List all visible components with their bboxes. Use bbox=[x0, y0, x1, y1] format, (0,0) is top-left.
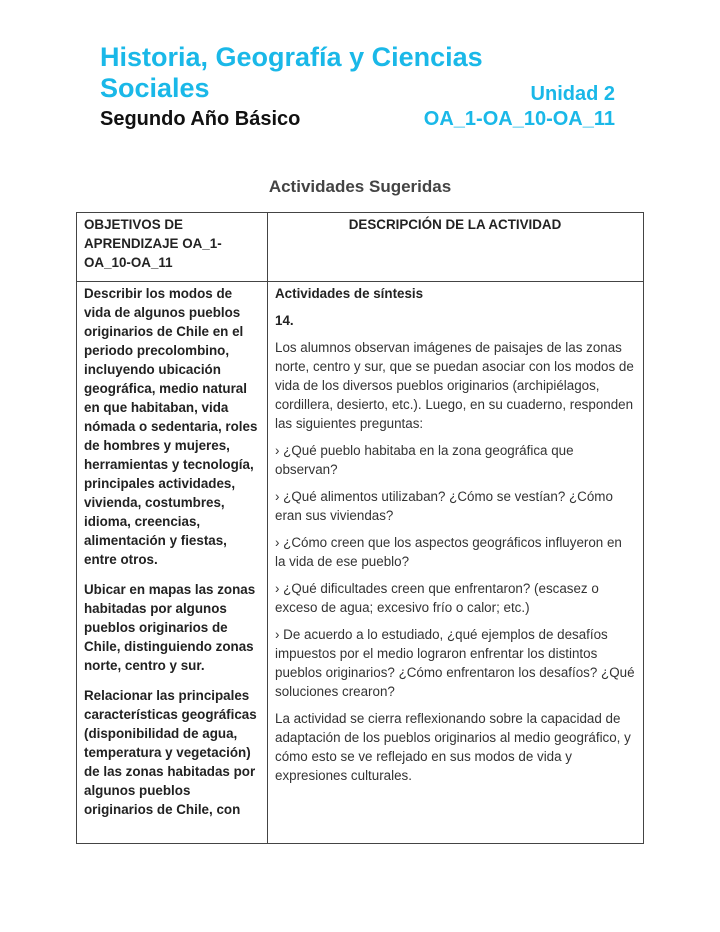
header-objectives: OBJETIVOS DE APRENDIZAJE OA_1-OA_10-OA_11 bbox=[77, 213, 268, 282]
activity-number: 14. bbox=[275, 313, 294, 328]
objectives-code: OA_1-OA_10-OA_11 bbox=[423, 108, 615, 130]
objective-item: Ubicar en mapas las zonas habitadas por algunos pueblos originarios de Chile, distinguiendo zonas norte, centro y sur. bbox=[84, 582, 256, 673]
question-item: › ¿Qué dificultades creen que enfrentaron? (escasez o exceso de agua; excesivo frío o calor; etc.) bbox=[275, 581, 599, 615]
question-item: › De acuerdo a lo estudiado, ¿qué ejemplos de desafíos impuestos por el medio lograron enfrentar los distintos pueblos originarios? ¿Cómo enfrentaron los desafíos? ¿Qué soluciones crearon? bbox=[275, 627, 635, 699]
table-header-row bbox=[77, 213, 644, 282]
unit-label: Unidad 2 bbox=[530, 83, 615, 105]
activity-intro: Los alumnos observan imágenes de paisajes de las zonas norte, centro y sur, que se puedan asociar con los modos de vida de los diversos pueblos originarios (archipiélagos, cordillera, desierto, etc.). Luego, en su cuaderno, responden las siguientes preguntas: bbox=[275, 340, 634, 431]
objectives-cell bbox=[77, 282, 268, 844]
activities-table bbox=[76, 212, 644, 844]
description-cell bbox=[268, 282, 644, 844]
subject-title-line2: Sociales bbox=[100, 73, 210, 103]
objective-item: Relacionar las principales características geográficas (disponibilidad de agua, temperatura y vegetación) de las zonas habitadas por algunos pueblos originarios de Chile, con bbox=[84, 688, 257, 817]
objective-item: Describir los modos de vida de algunos pueblos originarios de Chile en el periodo precolombino, incluyendo ubicación geográfica, medio natural en que habitaban, vida nómada o sedentaria, roles de hombres y mujeres, herramientas y tecnología, principales actividades, vivienda, costumbres, idioma, creencias, alimentación y fiestas, entre otros. bbox=[84, 286, 258, 567]
question-item: › ¿Qué pueblo habitaba en la zona geográfica que observan? bbox=[275, 443, 574, 477]
subject-title bbox=[100, 42, 483, 104]
table-row bbox=[77, 282, 644, 844]
grade-label: Segundo Año Básico bbox=[100, 108, 301, 130]
question-item: › ¿Qué alimentos utilizaban? ¿Cómo se vestían? ¿Cómo eran sus viviendas? bbox=[275, 489, 613, 523]
question-item: › ¿Cómo creen que los aspectos geográficos influyeron en la vida de ese pueblo? bbox=[275, 535, 622, 569]
activity-closing: La actividad se cierra reflexionando sobre la capacidad de adaptación de los pueblos originarios al medio geográfico, y cómo esto se ve reflejado en sus modos de vida y expresiones culturales. bbox=[275, 711, 631, 783]
section-title: Actividades Sugeridas bbox=[268, 177, 452, 196]
activity-heading: Actividades de síntesis bbox=[275, 286, 424, 301]
header-description: DESCRIPCIÓN DE LA ACTIVIDAD bbox=[268, 213, 644, 282]
subject-title-line1: Historia, Geografía y Ciencias bbox=[100, 42, 483, 72]
